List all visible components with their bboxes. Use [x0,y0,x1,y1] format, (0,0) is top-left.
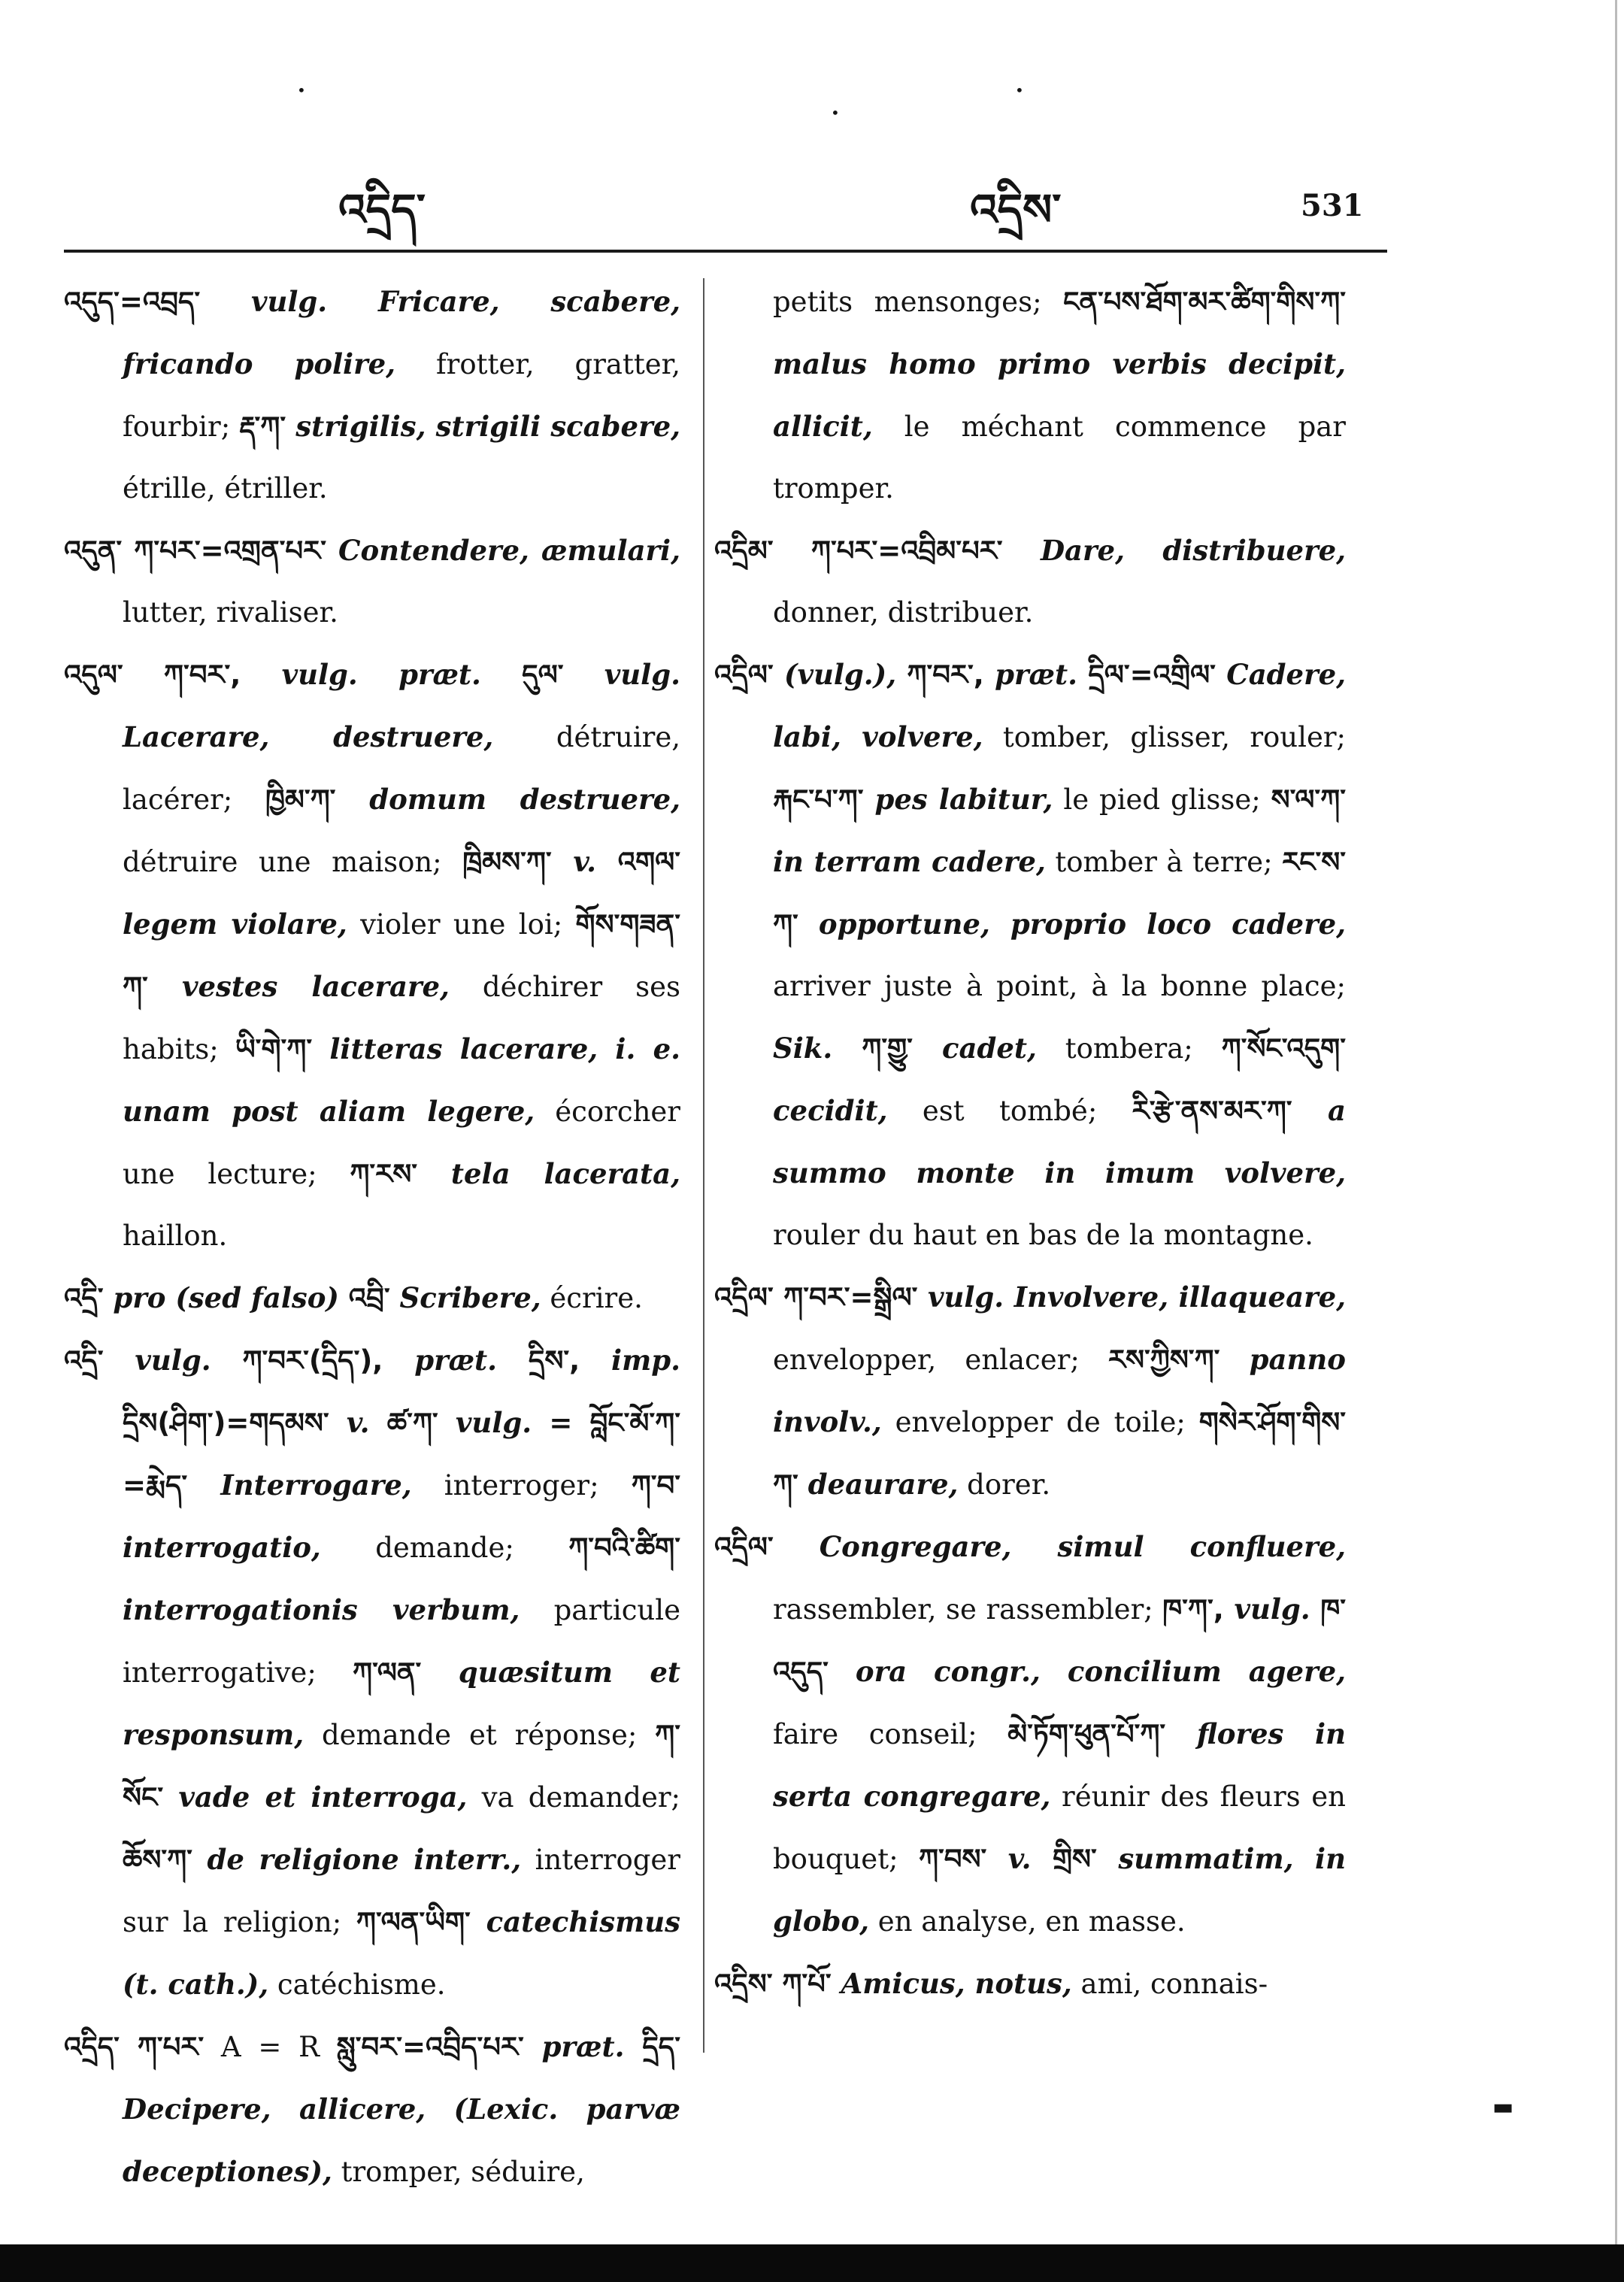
entry-headword: འདུལ་ [64,659,164,691]
dictionary-entry [64,2016,680,2203]
latin-gloss: vulg. = [438,1406,590,1439]
tibetan-text: ཀ་སོང་འདུག་ [1221,1032,1346,1065]
dictionary-entry [714,271,1346,520]
french-gloss: frotter, gratter, fourbir; [123,348,680,443]
latin-gloss: v. [551,845,618,878]
french-gloss: tomber, glisser, rouler; [983,721,1346,753]
latin-gloss: interrogationis verbum, [123,1593,520,1626]
tibetan-text: ཀ་གྱུ་ [862,1032,913,1065]
page-edge-line [1615,0,1617,2244]
tibetan-text: ཆོས་ཀ་ [123,1844,192,1876]
latin-gloss: strigilis, strigili scabere, [286,410,680,443]
latin-gloss: vulg. [135,1344,243,1377]
entry-headword: འདྲི་ [64,1344,135,1377]
french-gloss: écrire. [541,1282,643,1314]
french-gloss: détruire, lacérer; [123,721,680,816]
latin-gloss: vulg. [1223,1593,1321,1626]
tibetan-text: ཀ་བས་ [918,1843,987,1875]
dictionary-entry [714,520,1346,644]
latin-gloss: præt. [983,658,1089,691]
tibetan-text: དྲིལ་=འགྲིལ་ [1088,659,1216,691]
french-gloss: détruire une maison; [123,846,463,878]
latin-gloss: ora congr., concilium agere, [828,1655,1346,1688]
latin-gloss: vestes lacerare, [147,970,450,1003]
signature-mark: ▬ [1492,2094,1514,2120]
entry-headword: འདྲིལ་ [714,1281,784,1314]
french-gloss: le pied glisse; [1053,783,1271,816]
tibetan-text: རི་རྩེ་ནས་མར་ཀ་ [1132,1095,1292,1127]
tibetan-text: ཁ་ཀ་, [1162,1593,1224,1626]
tibetan-text: ཀ་བ་ [631,1469,680,1502]
latin-gloss: Scribere, [389,1281,541,1314]
tibetan-text: ངན་པས་ཐོག་མར་ཚིག་གིས་ཀ་ [1063,286,1346,318]
tibetan-text: གྲིས་ [1052,1843,1097,1875]
latin-gloss: præt. [383,1344,529,1377]
dictionary-entry [64,1267,680,1329]
tibetan-text: འབྲི་ [348,1282,390,1314]
french-gloss: envelopper, enlacer; [773,1344,1108,1376]
left-column [64,271,680,2203]
tibetan-text: ཚ་ཀ་ [386,1407,438,1439]
tibetan-text: གསེར་ཤོག་གིས་ཀ་ [773,1406,1346,1501]
latin-gloss: domum destruere, [335,783,680,816]
tibetan-text: ས་ལ་ཀ་ [1271,783,1346,816]
french-gloss: réunir des fleurs en bouquet; [773,1780,1346,1875]
tibetan-text: ཀ་སོང་ [123,1719,680,1814]
latin-gloss: malus homo primo verbis decipit, allicit, [773,347,1346,443]
tibetan-text: ཀ་པར་ [137,2031,205,2063]
french-gloss: arriver juste à point, à la bonne place; [773,970,1346,1002]
latin-gloss: summatim, in globo, [773,1842,1346,1938]
tibetan-text: ཀ་བར་(དྲིད་), [242,1344,383,1377]
french-gloss: petits mensonges; [773,286,1063,318]
french-gloss: tromper, séduire, [332,2156,585,2188]
entry-headword: འདུན་ [64,535,135,567]
tibetan-text: ཀ་རས་ [350,1158,417,1190]
tibetan-text: སླུ་བར་=འབྲིད་པར་ [336,2031,524,2063]
latin-gloss: pes labitur, [863,783,1053,816]
tibetan-text: ཡི་གེ་ཀ་ [235,1033,313,1065]
scan-bottom-bar [0,2244,1624,2282]
latin-gloss: panno involv., [773,1343,1346,1438]
latin-gloss: Congregare, simul confluere, [819,1530,1346,1563]
french-gloss: violer une loi; [347,908,576,941]
latin-gloss: quæsitum et responsum, [123,1656,680,1751]
tibetan-text: གོས་གཟན་ཀ་ [123,908,680,1003]
french-gloss: demande; [320,1532,569,1564]
latin-gloss: vulg. Lacerare, destruere, [123,658,680,753]
latin-gloss: Cadere, labi, volvere, [773,658,1346,753]
dictionary-entry [714,644,1346,1266]
latin-gloss: vulg. Involvere, illaqueare, [917,1280,1346,1314]
entry-headword: འདྲིམ་ [714,535,811,567]
french-gloss: rassembler, se rassembler; [773,1593,1163,1626]
running-head-left: འདྲིད་ [338,184,426,235]
right-column [714,271,1346,2015]
entry-headword: འདྲི་ [64,1282,114,1314]
latin-gloss: (vulg.), [783,658,907,691]
french-gloss: donner, distribuer. [773,596,1034,629]
page-number: 531 [1301,188,1364,223]
tibetan-text: ཀ་ལན་ཡིག་ [356,1906,471,1938]
french-gloss: déchirer ses habits; [123,971,680,1065]
french-gloss: interroger; [411,1469,632,1502]
entry-headword: འདྲིལ་ [714,659,784,691]
french-gloss: catéchisme. [268,1968,446,2001]
dictionary-entry [714,1516,1346,1953]
dictionary-entry [64,520,680,644]
latin-gloss: præt. [523,2030,643,2063]
latin-gloss: litteras lacerare, i. e. unam post aliam legere, [123,1032,681,1128]
tibetan-text: ཀ་བར་, [907,659,984,691]
latin-gloss: tela lacerata, [417,1157,680,1190]
latin-gloss: pro (sed falso) [113,1281,349,1314]
french-gloss: envelopper de toile; [881,1406,1199,1438]
tibetan-text: ཀ་ལན་ [353,1656,422,1689]
french-gloss: particule interrogative; [123,1594,680,1689]
speck: • [831,104,840,122]
french-gloss: est tombé; [887,1095,1132,1127]
latin-gloss: vade et interroga, [163,1780,468,1814]
tibetan-text: དྲིད་ [642,2031,680,2063]
dictionary-entry [64,644,680,1267]
dictionary-entry [714,1266,1346,1516]
tibetan-text: ཀ་པར་=འགྲན་པར་ [134,535,326,567]
latin-gloss: legem violare, [123,908,347,941]
french-gloss: en analyse, en masse. [869,1905,1186,1938]
latin-gloss: a summo monte in imum volvere, [773,1094,1346,1189]
latin-gloss: catechismus (t. cath.), [123,1905,680,2001]
tibetan-text: བློང་མོ་ཀ་=རྨེད་ [123,1407,680,1502]
tibetan-text: ཀ་བའི་ཚིག་ [568,1532,680,1564]
column-divider [703,278,704,2053]
tibetan-text: ཀ་བར་=སྒྲིལ་ [783,1281,918,1314]
dictionary-entry [64,271,680,520]
latin-gloss: vulg. præt. [241,658,523,691]
tibetan-text: དྲིས་, [528,1344,580,1377]
tibetan-text: ཀ་པར་=འབྲིམ་པར་ [810,535,1003,567]
tibetan-text: རྡ་ཀ་ [239,411,286,443]
tibetan-text: འགལ་ [617,846,681,878]
french-gloss: interroger sur la religion; [123,1844,680,1938]
french-gloss: le méchant commence par tromper. [773,411,1346,505]
latin-gloss: Contendere, æmulari, [326,534,680,567]
latin-gloss: interrogatio, [123,1531,321,1564]
latin-gloss: flores in serta congregare, [773,1717,1346,1813]
latin-gloss: vulg. Fricare, scabere, fricando polire, [123,285,681,380]
french-gloss: rouler du haut en bas de la montagne. [773,1219,1313,1251]
french-gloss: tombera; [1036,1032,1222,1065]
tibetan-text: ཁྲིམས་ཀ་ [462,846,552,878]
tibetan-text: ཀ་པོ་ [782,1968,832,2000]
tibetan-text: དུལ་ [522,659,564,691]
french-gloss: étrille, étriller. [123,472,328,505]
french-gloss: tomber à terre; [1045,846,1283,878]
latin-gloss: imp. [580,1344,680,1377]
speck: • [297,81,306,99]
tibetan-text: ཀ་བར་, [163,659,241,691]
tibetan-text: དྲིས(ཤིག་)=གདམས་ [123,1407,329,1439]
latin-gloss: cadet, [912,1032,1037,1065]
latin-gloss: v. [986,1842,1053,1875]
french-gloss: A = R [204,2031,337,2063]
speck: • [1015,81,1024,99]
tibetan-text: མེ་ཏོག་ཕུན་པོ་ཀ་ [1007,1718,1166,1750]
latin-gloss: Dare, distribuere, [1002,534,1346,567]
dictionary-entry [64,1329,680,2016]
french-gloss: haillon. [123,1220,228,1252]
latin-gloss: opportune, proprio loco cadere, [798,908,1346,941]
latin-gloss: v. [329,1406,387,1439]
latin-gloss: in terram cadere, [773,845,1046,878]
entry-headword: འདུད་=འབྲད་ [64,286,251,318]
running-head-center: འདྲིས་ [970,184,1062,235]
french-gloss: va demander; [467,1781,680,1814]
tibetan-text: རས་ཀྱིས་ཀ་ [1107,1344,1220,1376]
latin-gloss: Sik. [773,1032,862,1065]
latin-gloss: Interrogare, [187,1468,412,1502]
french-gloss: écorcher une lecture; [123,1096,680,1190]
header-rule [64,250,1387,253]
tibetan-text: ཁྱིམ་ཀ་ [265,783,336,816]
latin-gloss: deaurare, [798,1468,959,1501]
tibetan-text: རང་ས་ཀ་ [773,846,1346,941]
latin-gloss: cecidit, [773,1094,888,1127]
dictionary-entry [714,1953,1346,2015]
french-gloss: lutter, rivaliser. [123,596,338,629]
entry-headword: འདྲིལ་ [714,1531,820,1563]
french-gloss: ami, connais- [1071,1968,1268,2000]
french-gloss: dorer. [958,1468,1051,1501]
latin-gloss: de religione interr., [192,1843,522,1876]
tibetan-text: རྐང་པ་ཀ་ [773,783,864,816]
entry-headword: འདྲིད་ [64,2031,138,2063]
entry-headword: འདྲིས་ [714,1968,783,2000]
french-gloss: faire conseil; [773,1718,1008,1750]
latin-gloss: Amicus, notus, [831,1967,1072,2000]
latin-gloss: Decipere, allicere, (Lexic. parvæ deceptiones), [123,2093,680,2188]
french-gloss: demande et réponse; [304,1719,656,1751]
tibetan-text: ཁ་འདུད་ [773,1593,1346,1688]
